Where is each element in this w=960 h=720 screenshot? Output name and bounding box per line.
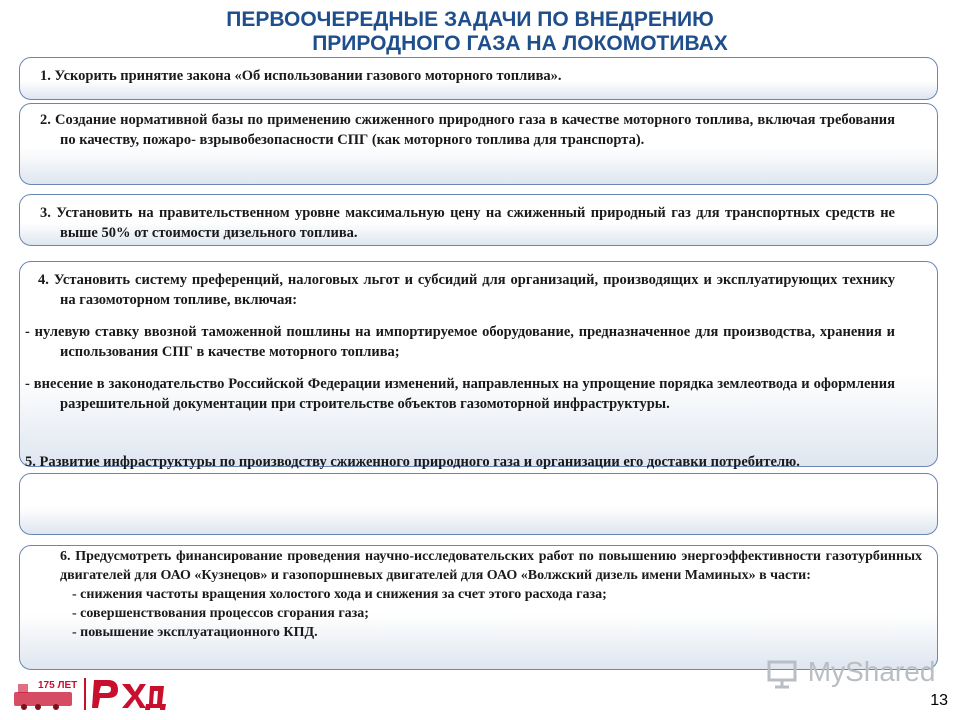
task-item-1-text: 1. Ускорить принятие закона «Об использовании газового моторного топлива».: [40, 68, 562, 84]
rzd-logo: [88, 676, 168, 712]
task-item-4-text: 4. Установить систему преференций, налоговых льгот и субсидий для организаций, производящих и эксплуатирующих технику на газомоторном топливе, включая:: [38, 272, 895, 308]
task-item-1: [40, 66, 910, 86]
page-number: 13: [930, 692, 948, 709]
anniversary-logo: [12, 676, 82, 712]
task-item-3: [40, 203, 895, 243]
title-line-1: ПЕРВООЧЕРЕДНЫЕ ЗАДАЧИ ПО ВНЕДРЕНИЮ: [226, 8, 714, 31]
task-item-4-sub-2: - внесение в законодательство Российской Федерации изменений, направленных на упрощение порядка землеотвода и оформления разрешительной документации при строительстве объектов газомоторной инфраструктуры.: [25, 376, 895, 412]
task-item-5: [25, 452, 895, 472]
task-item-3-text: 3. Установить на правительственном уровне максимальную цену на сжиженный природный газ для транспортных средств не выше 50% от стоимости дизельного топлива.: [40, 205, 895, 241]
task-item-2-text: 2. Создание нормативной базы по применению сжиженного природного газа в качестве моторного топлива, включая требования по качеству, пожаро- взрывобезопасности СПГ (как моторного топлива для транспорта).: [40, 112, 895, 148]
anniversary-logo-text: 175 ЛЕТ: [38, 680, 78, 691]
watermark: [766, 656, 935, 689]
presentation-icon: [766, 659, 800, 689]
rzd-logo-text: РЖД: [88, 676, 91, 677]
task-item-6-text: 6. Предусмотреть финансирование проведения научно-исследовательских работ по повышению энергоэффективности газотурбинных двигателей для ОАО «Кузнецов» и газопоршневых двигателей для ОАО «Волжский дизель имени Маминых» в части:: [60, 549, 922, 583]
task-item-2: [40, 110, 895, 150]
title-line-2: ПРИРОДНОГО ГАЗА НА ЛОКОМОТИВАХ: [312, 32, 728, 55]
task-item-6-sub-2: - совершенствования процессов сгорания газа;: [72, 606, 369, 621]
task-item-5-text: 5. Развитие инфраструктуры по производству сжиженного природного газа и организации его доставки потребителю.: [25, 454, 800, 470]
task-item-6-sub-1: - снижения частоты вращения холостого хода и снижения за счет этого расхода газа;: [72, 587, 607, 602]
task-item-4-sub-1: - нулевую ставку ввозной таможенной пошлины на импортируемое оборудование, предназначенное для производства, хранения и использования СПГ в качестве моторного топлива;: [25, 324, 895, 360]
watermark-text: MyShared: [807, 656, 936, 687]
task-item-6: [60, 547, 922, 642]
task-item-4: [25, 270, 895, 414]
task-box-5: [19, 473, 938, 535]
footer-divider: [84, 678, 86, 710]
page-title: [190, 8, 790, 56]
task-item-6-sub-3: - повышение эксплуатационного КПД.: [72, 625, 318, 640]
